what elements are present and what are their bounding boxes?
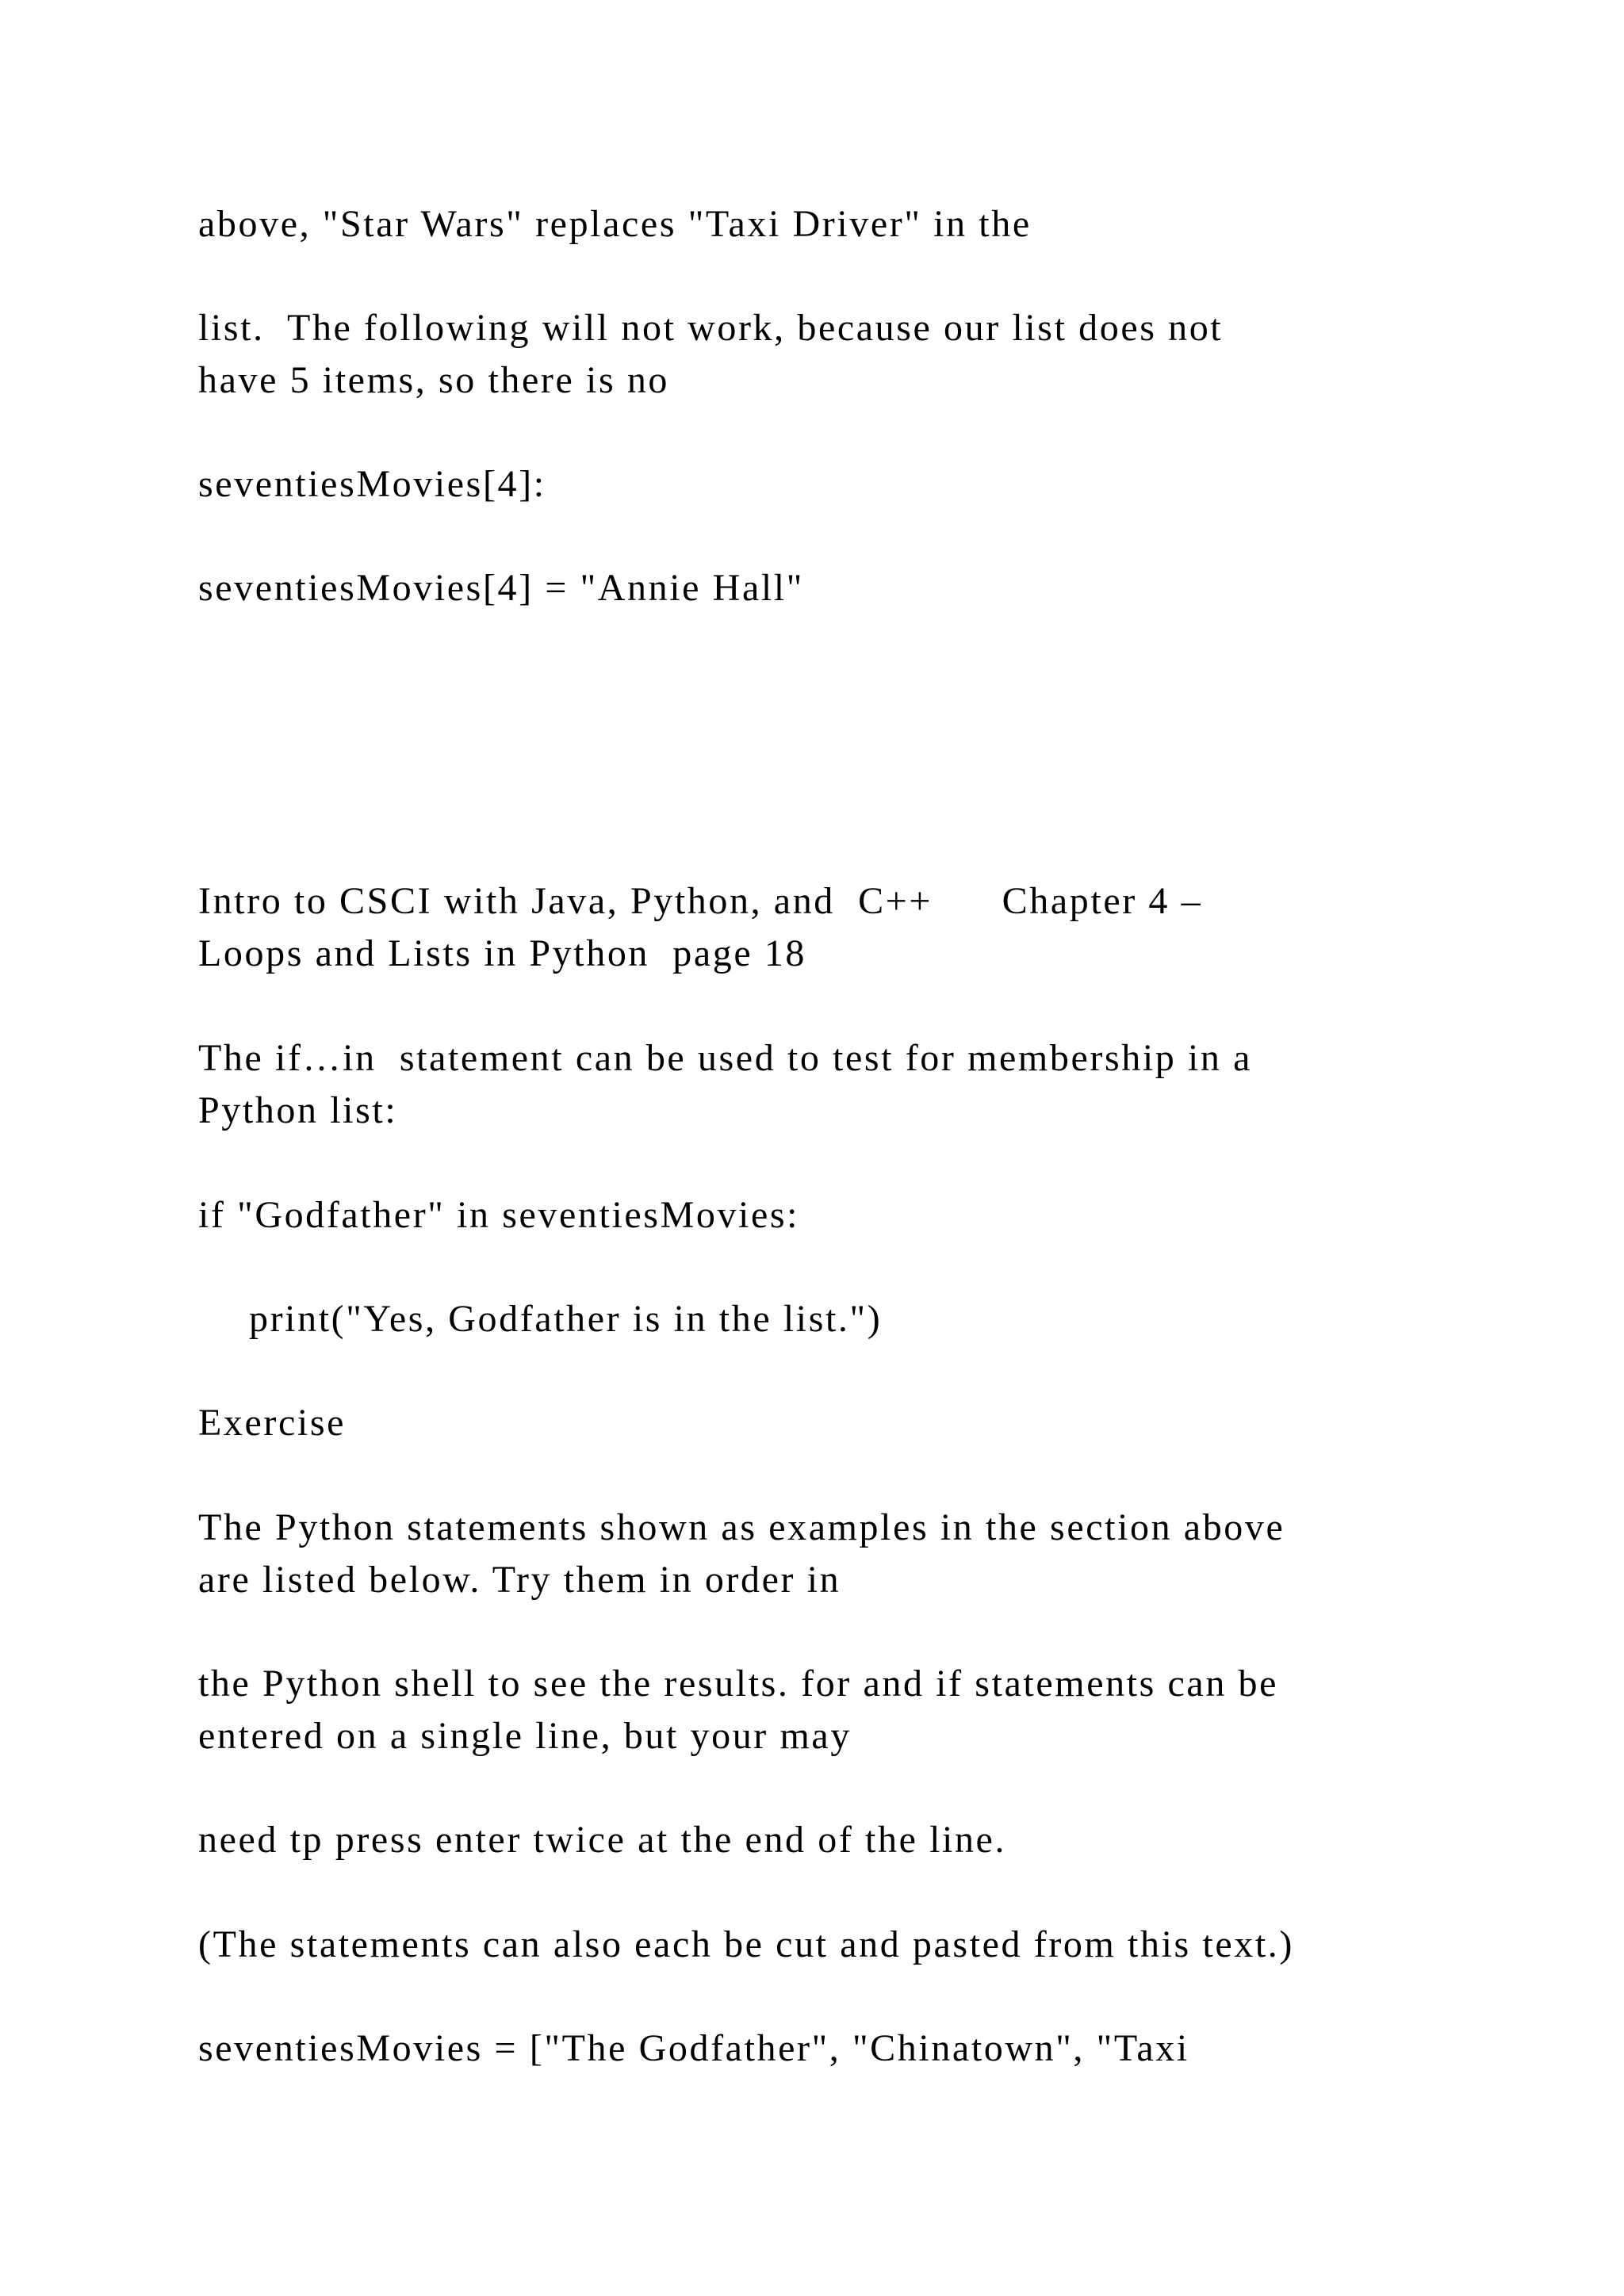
code-line: print("Yes, Godfather is in the list.")	[249, 1298, 883, 1340]
text-line: entered on a single line, but your may	[198, 1715, 852, 1757]
text-line: (The statements can also each be cut and pasted from this text.)	[198, 1923, 1294, 1965]
text-line: above, "Star Wars" replaces "Taxi Driver" in the	[198, 203, 1032, 245]
page-header-line: Intro to CSCI with Java, Python, and C++ Chapter 4 –	[198, 880, 1203, 922]
text-line: The if…in statement can be used to test for membership in a	[198, 1037, 1252, 1079]
text-line: have 5 items, so there is no	[198, 359, 670, 401]
page-header-line: Loops and Lists in Python page 18	[198, 932, 807, 974]
code-line: seventiesMovies[4]:	[198, 463, 546, 505]
code-line: if "Godfather" in seventiesMovies:	[198, 1194, 800, 1236]
text-line: need tp press enter twice at the end of the line.	[198, 1819, 1007, 1861]
text-line: The Python statements shown as examples in the section above	[198, 1506, 1285, 1548]
section-heading: Exercise	[198, 1402, 347, 1444]
code-line: seventiesMovies = ["The Godfather", "Chinatown", "Taxi	[198, 2027, 1189, 2069]
code-line: seventiesMovies[4] = "Annie Hall"	[198, 567, 804, 609]
text-line: list. The following will not work, because our list does not	[198, 307, 1224, 349]
text-line: the Python shell to see the results. for and if statements can be	[198, 1663, 1279, 1705]
text-line: are listed below. Try them in order in	[198, 1559, 841, 1601]
text-line: Python list:	[198, 1089, 398, 1131]
